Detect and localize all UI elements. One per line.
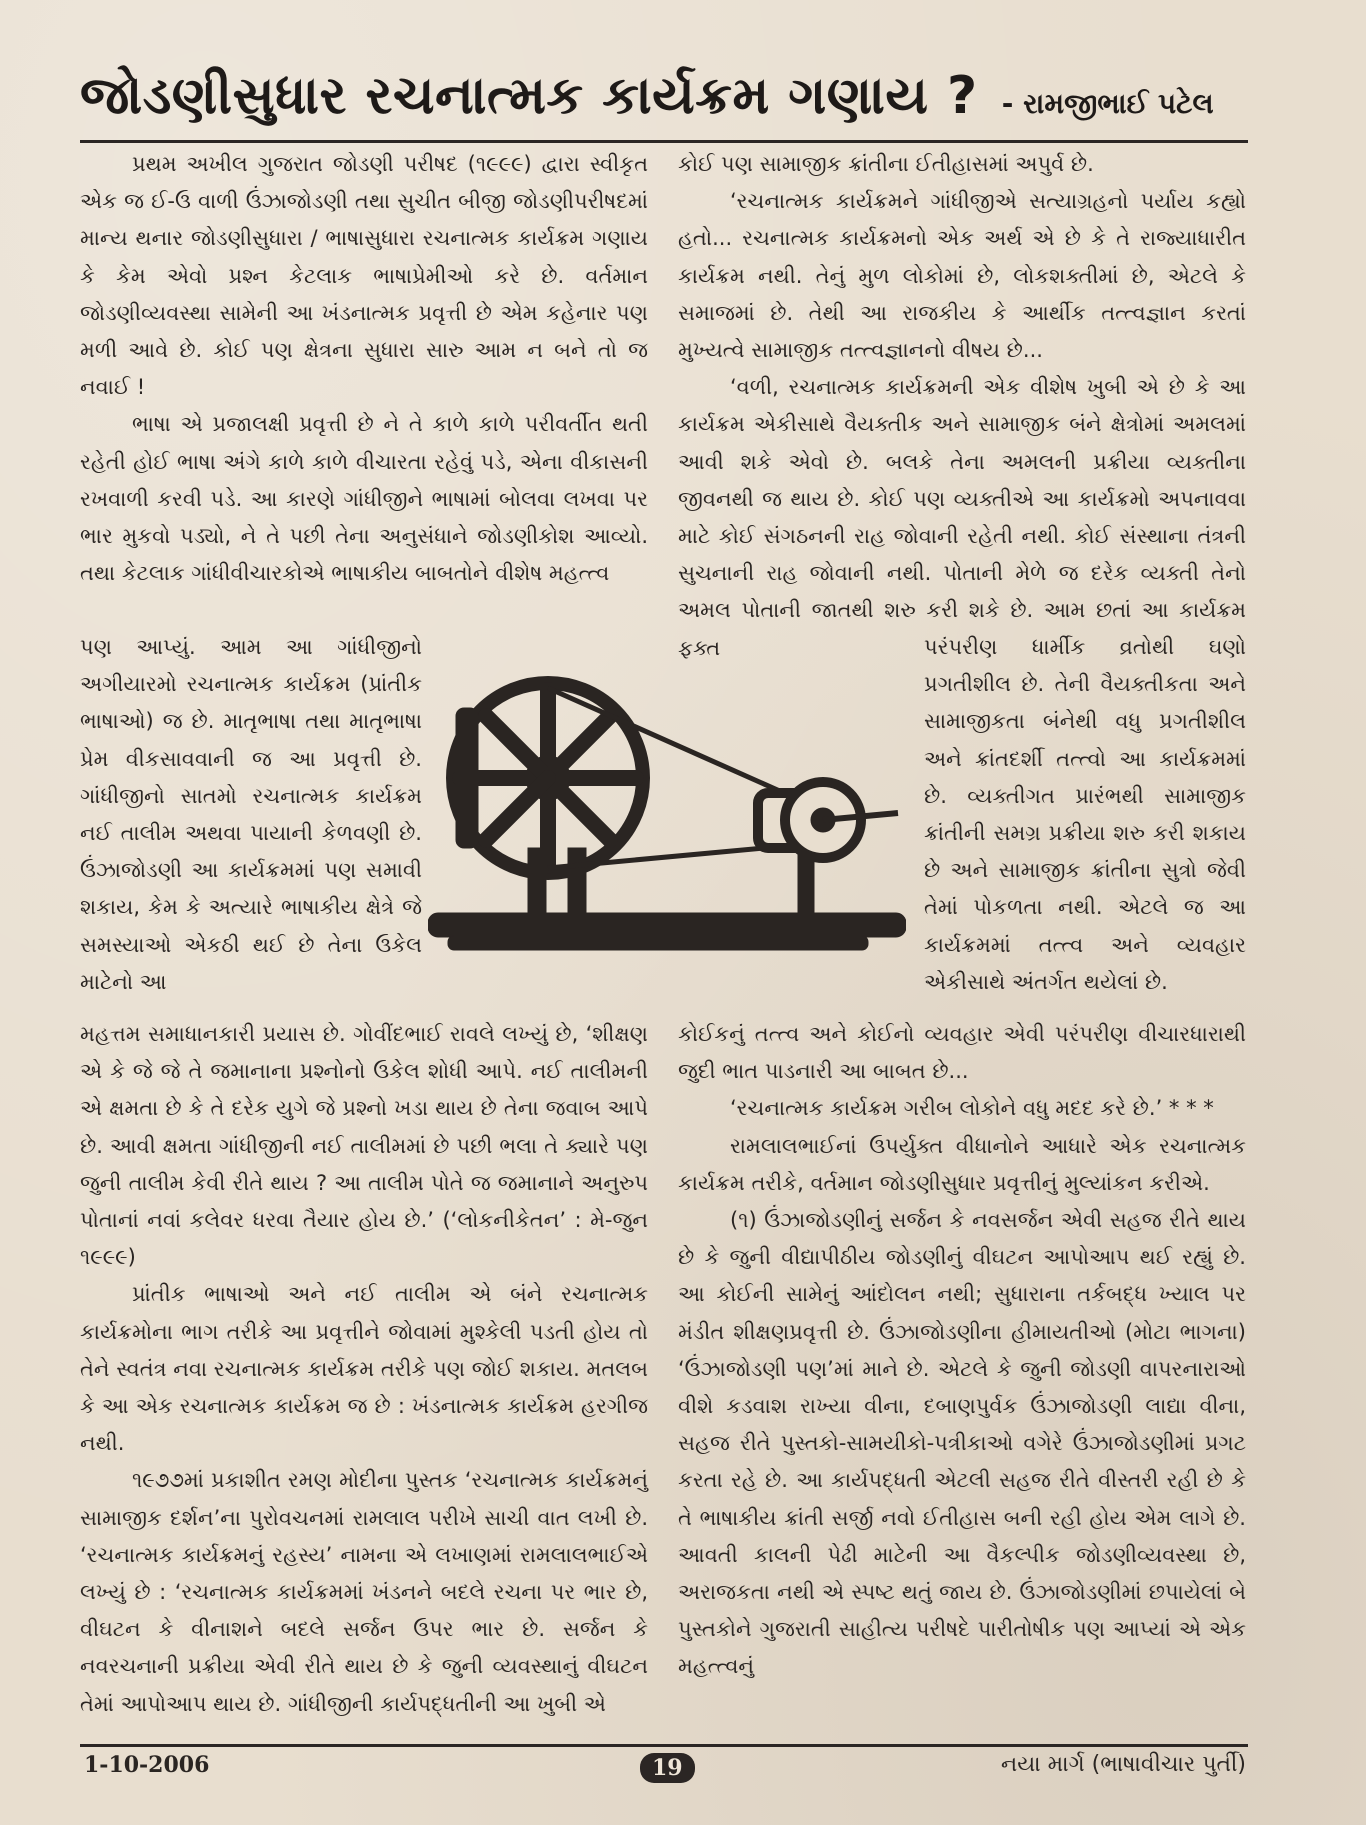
- paragraph: કોઈ પણ સામાજીક ક્રાંતીના ઈતીહાસમાં અપુર્વ છે.: [678, 152, 1094, 176]
- right-column-bottom: [678, 1016, 1246, 1686]
- paragraph: ‘રચનાત્મક કાર્યક્રમ ગરીબ લોકોને વધુ મદદ કરે છે.’ * * *: [730, 1096, 1214, 1121]
- left-column-top: [80, 146, 648, 592]
- right-column-wrap: [924, 629, 1246, 1001]
- spinning-wheel-svg: [428, 668, 906, 968]
- paragraph: પ્રાંતીક ભાષાઓ અને નઈ તાલીમ એ બંને રચનાત્મક કાર્યક્રમોના ભાગ તરીકે આ પ્રવૃત્તીને જોવામાં મુશ્કેલી પડતી હોય તો તેને સ્વતંત્ર નવા રચનાત્મક કાર્યક્રમ તરીકે પણ જોઈ શકાય. મતલબ કે આ એક રચનાત્મક કાર્યક્રમ જ છે : ખંડનાત્મક કાર્યક્રમ હરગીજ નથી.: [80, 1282, 648, 1456]
- paragraph: ‘વળી, રચનાત્મક કાર્યક્રમની એક વીશેષ ખુબી એ છે કે આ કાર્યક્રમ એકીસાથે વૈયક્તીક અને સામાજીક બંને ક્ષેત્રોમાં અમલમાં આવી શકે એવો છે. બલકે તેના અમલની પ્રક્રીયા વ્યક્તીના જીવનથી જ થાય છે. કોઈ પણ વ્યક્તીએ આ કાર્યક્રમો અપનાવવા માટે કોઈ સંગઠનની રાહ જોવાની રહેતી નથી. કોઈ સંસ્થાના તંત્રની સુચનાની રાહ જોવાની નથી. પોતાની મેળે જ દરેક વ્યક્તી તેનો અમલ પોતાની જાતથી શરુ કરી શકે છે. આમ છતાં આ કાર્યક્રમ ફક્ત: [678, 375, 1246, 660]
- header-rule: [80, 140, 1248, 143]
- paragraph: મહત્તમ સમાધાનકારી પ્રયાસ છે. ગોવીંદભાઈ રાવલે લખ્યું છે, ‘શીક્ષણ એ કે જે જે તે જમાનાના પ્રશ્નોનો ઉકેલ શોધી આપે. નઈ તાલીમની એ ક્ષમતા છે કે તે દરેક યુગે જે પ્રશ્નો ખડા થાય છે તેના જવાબ આપે છે. આવી ક્ષમતા ગાંધીજીની નઈ તાલીમમાં છે પછી ભલા તે ક્યારે પણ જુની તાલીમ કેવી રીતે થાય ? આ તાલીમ પોતે જ જમાનાને અનુરુપ પોતાનાં નવાં કલેવર ધરવા તૈયાર હોય છે.’ (‘લોકનીકેતન’ : મે-જુન ૧૯૯૯): [80, 1022, 648, 1270]
- left-column-wrap: [80, 629, 422, 1001]
- paragraph: ૧૯૭૭માં પ્રકાશીત રમણ મોદીના પુસ્તક ‘રચનાત્મક કાર્યક્રમનું સામાજીક દર્શન’ના પુરોવચનમાં રામલાલ પરીખે સાચી વાત લખી છે. ‘રચનાત્મક કાર્યક્રમનું રહસ્ય’ નામના એ લખાણમાં રામલાલભાઈએ લખ્યું છે : ‘રચનાત્મક કાર્યક્રમમાં ખંડનને બદલે રચના પર ભાર છે, વીઘટન કે વીનાશને બદલે સર્જન ઉપર ભાર છે. સર્જન કે નવરચનાની પ્રક્રીયા એવી રીતે થાય છે કે જુની વ્યવસ્થાનું વીઘટન તેમાં આપોઆપ થાય છે. ગાંધીજીની કાર્યપદ્ધતીની આ ખુબી એ: [80, 1468, 648, 1716]
- paragraph: કોઈકનું તત્ત્વ અને કોઈનો વ્યવહાર એવી પરંપરીણ વીચારધારાથી જુદી ભાત પાડનારી આ બાબત છે...: [678, 1022, 1246, 1084]
- publication-name: નયા માર્ગ (ભાષાવીચાર પુર્તી): [1000, 1752, 1246, 1777]
- issue-date: 1-10-2006: [84, 1752, 210, 1778]
- page-number-badge: 19: [640, 1753, 695, 1783]
- paragraph: પ્રથમ અખીલ ગુજરાત જોડણી પરીષદ (૧૯૯૯) દ્વારા સ્વીકૃત એક જ ઈ-ઉ વાળી ઉંઝાજોડણી તથા સુચીત બીજી જોડણીપરીષદમાં માન્ય થનાર જોડણીસુધારા / ભાષાસુધારા રચનાત્મક કાર્યક્રમ ગણાય કે કેમ એવો પ્રશ્ન કેટલાક ભાષાપ્રેમીઓ કરે છે. વર્તમાન જોડણીવ્યવસ્થા સામેની આ ખંડનાત્મક પ્રવૃત્તી છે એમ કહેનાર પણ મળી આવે છે. કોઈ પણ ક્ષેત્રના સુધારા સારુ આમ ન બને તો જ નવાઈ !: [80, 152, 648, 400]
- paragraph: (૧) ઉંઝાજોડણીનું સર્જન કે નવસર્જન એવી સહજ રીતે થાય છે કે જુની વીદ્યાપીઠીય જોડણીનું વીઘટન આપોઆપ થઈ રહ્યું છે. આ કોઈની સામેનું આંદોલન નથી; સુધારાના તર્કબદ્ધ ખ્યાલ પર મંડીત શીક્ષણપ્રવૃત્તી છે. ઉંઝાજોડણીના હીમાયતીઓ (મોટા ભાગના) ‘ઉંઝાજોડણી પણ’માં માને છે. એટલે કે જુની જોડણી વાપરનારાઓ વીશે કડવાશ રાખ્યા વીના, દબાણપુર્વક ઉંઝાજોડણી લાદ્યા વીના, સહજ રીતે પુસ્તકો-સામયીકો-પત્રીકાઓ વગેરે ઉંઝાજોડણીમાં પ્રગટ કરતા રહે છે. આ કાર્યપદ્ધતી એટલી સહજ રીતે વીસ્તરી રહી છે કે તે ભાષાકીય ક્રાંતી સર્જી નવો ઈતીહાસ બની રહી હોય એમ લાગે છે. આવતી કાલની પેઢી માટેની આ વૈકલ્પીક જોડણીવ્યવસ્થા છે, અરાજકતા નથી એ સ્પષ્ટ થતું જાય છે. ઉંઝાજોડણીમાં છપાયેલાં બે પુસ્તકોને ગુજરાતી સાહીત્ય પરીષદે પારીતોષીક પણ આપ્યાં એ એક મહત્ત્વનું: [678, 1208, 1246, 1679]
- paragraph: પણ આપ્યું. આમ આ ગાંધીજીનો અગીયારમો રચનાત્મક કાર્યક્રમ (પ્રાંતીક ભાષાઓ) જ છે. માતૃભાષા તથા માતૃભાષા પ્રેમ વીકસાવવાની જ આ પ્રવૃત્તી છે. ગાંધીજીનો સાતમો રચનાત્મક કાર્યક્રમ નઈ તાલીમ અથવા પાયાની કેળવણી છે. ઉંઝાજોડણી આ કાર્યક્રમમાં પણ સમાવી શકાય, કેમ કે અત્યારે ભાષાકીય ક્ષેત્રે જે સમસ્યાઓ એકઠી થઈ છે તેના ઉકેલ માટેનો આ: [80, 635, 422, 994]
- paragraph: રામલાલભાઈનાં ઉપર્યુક્ત વીધાનોને આધારે એક રચનાત્મક કાર્યક્રમ તરીકે, વર્તમાન જોડણીસુધાર પ્રવૃત્તીનું મુલ્યાંકન કરીએ.: [678, 1133, 1246, 1195]
- footer-rule: [80, 1744, 1248, 1747]
- paragraph: ‘રચનાત્મક કાર્યક્રમને ગાંધીજીએ સત્યાગ્રહનો પર્યાય કહ્યો હતો... રચનાત્મક કાર્યક્રમનો એક અર્થ એ છે કે તે રાજ્યાધારીત કાર્યક્રમ નથી. તેનું મુળ લોકોમાં છે, લોકશક્તીમાં છે, એટલે કે સમાજમાં છે. તેથી આ રાજકીય કે આર્થીક તત્ત્વજ્ઞાન કરતાં મુખ્યત્વે સામાજીક તત્ત્વજ્ઞાનનો વીષય છે...: [678, 189, 1246, 363]
- article-author: - રામજીભાઈ પટેલ: [1001, 87, 1214, 120]
- left-column-bottom: [80, 1016, 648, 1723]
- paragraph: ભાષા એ પ્રજાલક્ષી પ્રવૃત્તી છે ને તે કાળે કાળે પરીવર્તીત થતી રહેતી હોઈ ભાષા અંગે કાળે કાળે વીચારતા રહેવું પડે, એના વીકાસની રખવાળી કરવી પડે. આ કારણે ગાંધીજીને ભાષામાં બોલવા લખવા પર ભાર મુકવો પડ્યો, ને તે પછી તેના અનુસંધાને જોડણીકોશ આવ્યો. તથા કેટલાક ગાંધીવીચારકોએ ભાષાકીય બાબતોને વીશેષ મહત્ત્વ: [80, 412, 648, 586]
- spinning-wheel-icon: [428, 668, 906, 968]
- article-title: જોડણીસુધાર રચનાત્મક કાર્યક્રમ ગણાય ?: [80, 66, 978, 126]
- article-header: [80, 66, 1250, 136]
- right-column-top: [678, 146, 1246, 667]
- paragraph: પરંપરીણ ધાર્મીક વ્રતોથી ઘણો પ્રગતીશીલ છે. તેની વૈયક્તીકતા અને સામાજીકતા બંનેથી વધુ પ્રગતીશીલ અને ક્રાંતદર્શી તત્ત્વો આ કાર્યક્રમમાં છે. વ્યક્તીગત પ્રારંભથી સામાજીક ક્રાંતીની સમગ્ર પ્રક્રીયા શરુ કરી શકાય છે અને સામાજીક ક્રાંતીના સુત્રો જેવી તેમાં પોકળતા નથી. એટલે જ આ કાર્યક્રમમાં તત્ત્વ અને વ્યવહાર એકીસાથે અંતર્ગત થયેલાં છે.: [924, 635, 1246, 994]
